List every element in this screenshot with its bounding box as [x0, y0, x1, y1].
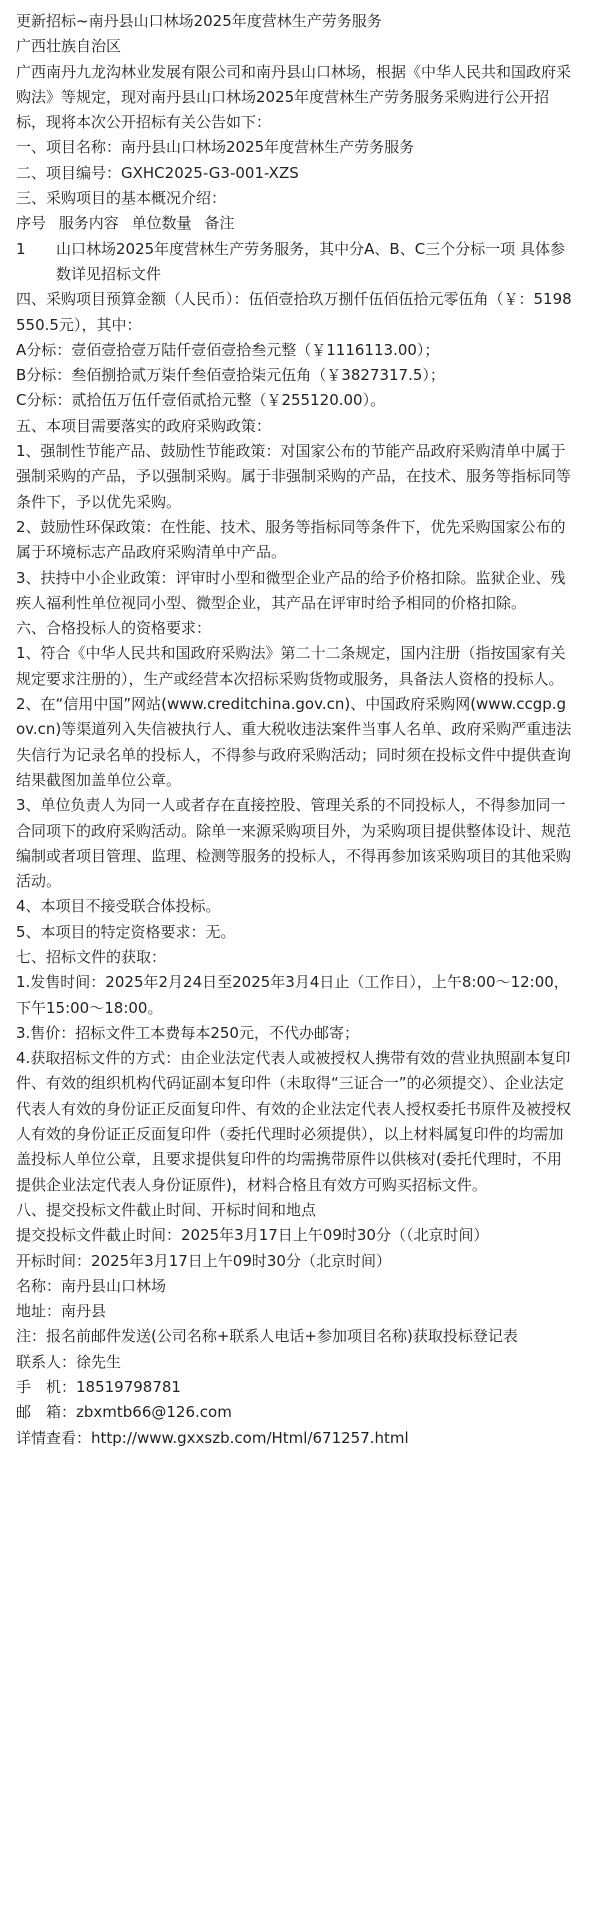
qualification-item: 1、符合《中华人民共和国政府采购法》第二十二条规定，国内注册（指按国家有关规定要求注册的），生产或经营本次招标采购货物或服务，具备法人资格的投标人。	[16, 644, 566, 688]
table-row-index: 1	[16, 239, 26, 258]
contact-person: 联系人：徐先生	[16, 1352, 122, 1371]
page-title: 更新招标~南丹县山口林场2025年度营林生产劳务服务	[16, 12, 382, 30]
table-row	[16, 237, 573, 288]
qualification-item: 5、本项目的特定资格要求：无。	[16, 922, 236, 941]
intro-paragraph: 广西南丹九龙沟林业发展有限公司和南丹县山口林场，根据《中华人民共和国政府采购法》等规定，现对南丹县山口林场2025年度营林生产劳务服务采购进行公开招标，现将本次公开招标有关公告如下：	[16, 62, 572, 132]
budget-lot-c: C分标：贰拾伍万伍仟壹佰贰拾元整（￥255120.00）。	[16, 391, 386, 410]
section-qualification-heading: 六、合格投标人的资格要求：	[16, 619, 212, 638]
section-project-number: 二、项目编号：GXHC2025-G3-001-XZS	[16, 163, 299, 182]
policy-item: 3、扶持中小企业政策：评审时小型和微型企业产品的给予价格扣除。监狱企业、残疾人福利性单位视同小型、微型企业，其产品在评审时给予相同的价格扣除。	[16, 568, 566, 612]
policy-item: 1、强制性节能产品、鼓励性节能政策：对国家公布的节能产品政府采购清单中属于强制采购的产品，予以强制采购。属于非强制采购的产品，在技术、服务等指标同等条件下，予以优先采购。	[16, 442, 572, 511]
contact-email: 邮 箱：zbxmtb66@126.com	[16, 1403, 232, 1422]
section-policy-heading: 五、本项目需要落实的政府采购政策：	[16, 416, 272, 435]
opening-time: 开标时间：2025年3月17日上午09时30分（北京时间）	[16, 1251, 391, 1270]
section-budget: 四、采购项目预算金额（人民币）：伍佰壹拾玖万捌仟伍佰伍拾元零伍角（￥：5198550.5元），其中：	[16, 290, 572, 334]
qualification-item: 4、本项目不接受联合体投标。	[16, 897, 221, 916]
policy-item: 2、鼓励性环保政策：在性能、技术、服务等指标同等条件下，优先采购国家公布的属于环境标志产品政府采购清单中产品。	[16, 517, 566, 562]
table-row-content: 山口林场2025年度营林生产劳务服务，其中分A、B、C三个分标一项 具体参数详见招标文件	[56, 239, 565, 283]
section-deadline-heading: 八、提交投标文件截止时间、开标时间和地点	[16, 1200, 317, 1219]
budget-lot-a: A分标：壹佰壹拾壹万陆仟壹佰壹拾叁元整（￥1116113.00）；	[16, 340, 440, 359]
submission-deadline: 提交投标文件截止时间：2025年3月17日上午09时30分（（北京时间）	[16, 1226, 489, 1245]
organization-address: 地址：南丹县	[16, 1302, 107, 1321]
table-header-cell: 序号	[16, 214, 47, 233]
qualification-item: 2、在“信用中国”网站(www.creditchina.gov.cn)、中国政府采购网(www.ccgp.gov.cn)等渠道列入失信被执行人、重大税收违法案件当事人名单、政府采购严重违法失信行为记录名单的投标人，不得参与政府采购活动；同时须在投标文件中提供查询结果截图加盖单位公章。	[16, 695, 572, 789]
table-header-cell: 备注	[204, 214, 235, 233]
section-project-name: 一、项目名称：南丹县山口林场2025年度营林生产劳务服务	[16, 138, 415, 157]
documents-item: 1.发售时间：2025年2月24日至2025年3月4日止（工作日），上午8:00～12:00，下午15:00～18:00。	[16, 973, 569, 1017]
budget-lot-b: B分标：叁佰捌拾贰万柒仟叁佰壹拾柒元伍角（￥3827317.5）；	[16, 366, 445, 385]
documents-item: 4.获取招标文件的方式：由企业法定代表人或被授权人携带有效的营业执照副本复印件、有效的组织机构代码证副本复印件（未取得“三证合一”的必须提交）、企业法定代表人有效的身份证正反面复印件、有效的企业法定代表人授权委托书原件及被授权人有效的身份证正反面复印件（委托代理时必须提供），以上材料属复印件的均需加盖投标人单位公章，且要求提供复印件的均需携带原件以供核对(委托代理时，不用提供企业法定代表人身份证原件)，材料合格且有效方可购买招标文件。	[16, 1049, 572, 1194]
section-documents-heading: 七、招标文件的获取：	[16, 947, 167, 966]
contact-phone: 手 机：18519798781	[16, 1378, 181, 1397]
region-label: 广西壮族自治区	[16, 37, 122, 56]
documents-item: 3.售价：招标文件工本费每本250元，不代办邮寄；	[16, 1023, 359, 1042]
table-header-cell: 单位数量	[131, 214, 192, 233]
qualification-item: 3、单位负责人为同一人或者存在直接控股、管理关系的不同投标人，不得参加同一合同项下的政府采购活动。除单一来源采购项目外，为采购项目提供整体设计、规范编制或者项目管理、监理、检测等服务的投标人，不得再参加该采购项目的其他采购活动。	[16, 796, 572, 891]
organization-name: 名称：南丹县山口林场	[16, 1276, 167, 1295]
section-overview-heading: 三、采购项目的基本概况介绍：	[16, 189, 227, 208]
table-header	[16, 211, 573, 236]
registration-note: 注：报名前邮件发送(公司名称+联系人电话+参加项目名称)获取投标登记表	[16, 1327, 518, 1346]
table-header-cell: 服务内容	[58, 214, 119, 233]
details-link: 详情查看：http://www.gxxszb.com/Html/671257.html	[16, 1428, 409, 1447]
